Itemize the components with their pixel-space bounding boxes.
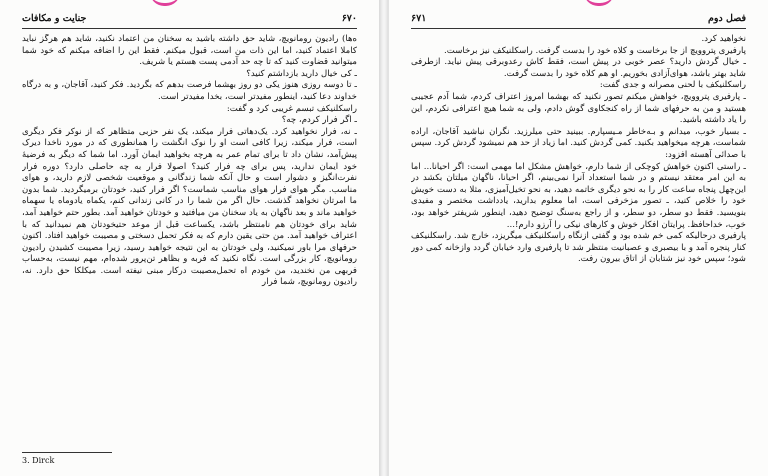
right-page-header xyxy=(411,12,746,29)
paragraph: پارفیری درحالیکه کمی خم شده بود و گفتی ازنگاه راسکلنیکف میگریزد، خارج شد. راسکلنیکف کنار پنجره آمد و با بیصبری و عصبانیت منتظر شد تا پارفیری وارد خیابان گردد وازخانه کمی دور شود؛ سپس خود نیز شتابان از اتاق بیرون رفت. xyxy=(411,231,746,265)
paragraph: ـ تا دوسه روزی هنوز یکی دو روز بهشما فرصت بدهم که بگردید. فکر کنید، آقاجان، و به درگاه خداوند دعا کنید، اینطور مفیدتر است، بخدا مفیدتر است. xyxy=(22,80,357,102)
paragraph: راسکلنیکف تبسم غریبی کرد و گفت: xyxy=(226,103,357,114)
left-page-header xyxy=(22,12,357,29)
paragraph: راسکلنیکف با لحنی مصرانه و جدی گفت: xyxy=(599,80,746,91)
right-page xyxy=(389,0,768,476)
paragraph: نخواهید کرد. xyxy=(701,34,746,44)
left-page xyxy=(0,0,379,476)
right-page-body xyxy=(411,34,746,470)
paragraph: ـ بسیار خوب، میدانم و بـه‌خاطر مـیسپارم. ببینید حتی میلرزید. نگران نباشید آقاجان، اراده شماست، هرچه میخواهید بکنید. کمی گردش کنید. اما زیاد از حد هم نمیشود گردش کرد. سپس با صدائی آهسته افزود: xyxy=(411,126,746,160)
pink-highlight-mark xyxy=(150,0,180,6)
paragraph: ـ پارفیری پتروویچ، خواهش میکنم تصور نکنید که بهشما امروز اعتراف کردم، شما آدم عجیبی هستید و من به حرفهای شما از راه کنجکاوی گوش دادم، ولی به شما هیچ اعترافی نکردم، این را یاد داشته باشید. xyxy=(411,91,746,126)
footnote-divider xyxy=(22,452,112,453)
paragraph: ـ کی خیال دارید بازداشتم کنید؟ xyxy=(246,68,357,79)
page-number: ۶۷۱ xyxy=(411,13,427,24)
paragraph: ـ اگر فرار کردم، چه؟ xyxy=(281,115,357,126)
book-gutter xyxy=(379,0,389,476)
paragraph: ه‌ها) رادیون رومانویچ، شاید حق داشته باشید به سخنان من اعتماد نکنید، شاید هم هرگز نباید کاملا اعتماد کنید، اما این ذات من است، قبول میکنم. فقط این را اضافه میکنم که خود شما میتوانید قضاوت کنید که تا چه حد آدمی پست هستم یا شریف. xyxy=(22,34,357,68)
running-title: جنایت و مکافات xyxy=(22,13,87,24)
left-page-body xyxy=(22,34,357,446)
running-title: فصل دوم xyxy=(708,13,746,24)
paragraph: ـ نه، فرار نخواهید کرد. یک‌دهاتی فرار میکند، یک نفر حزبی متظاهر که از نوکر فکر دیگری است، فرار میکند، زیرا کافی است او را نوک انگشت را همانطوری که در مورد ناخدا دیرک پیش‌آمد، نشان داد تا برای تمام عمر به هرچه بخواهید ایمان آورد. اما شما که دیگر به فرضیهٔ خود ایمان ندارید، پس برای چه فرار کنید؟ اصولا فرار به چه حاصلی دارد؟ دوره فرار نفرت‌انگیز و دشوار است و حال آنکه شما زندگانی و موقعیت شخصی لازم دارید، و هوای مناسب. مگر هوای فرار هوای مناسب شماست؟ اگر فرار کنید، خودتان برمیگردید. شما بدون ما امرتان نخواهد گذشت. حال اگر من شما را در کانی زندانی کنم، یکماه یادوماه یا سهماه خواهید ماند و بعد ناگهان به یاد سخنان من میافتید و خودتان خواهید آمد. بطور حتم خواهید آمد، شاید برای خودتان هم نامنتظر باشد، یکساعت قبل از موعد حتیخودتان هم نمیدانید که با اعتراف خواهید آمد. من حتی یقین دارم که به فکر تحمل دسختی و مصیبت خواهید افتاد. اکنون حرفهای مرا باور نمیکنید، ولی خودتان به این نتیجه خواهید رسید، زیرا مصیبت کشیدن رادیون رومانویچ، کار بزرگی است. نگاه نکنید که فربه و بظاهر تن‌پرور شده‌ام، مهم نیست، به‌حساب فربهی من نخندید، من خودم اه تحمل‌مصیبت درکار مبنی نیفته است. میکلکا حق دارد. نه، رادیون رومانویچ، شما فرار xyxy=(22,126,357,288)
paragraph: ـ خیال گردش دارید؟ عصر خوبی در پیش است، فقط کاش رعدوبرقی پیش نیاید. ازطرفی شاید بهتر باشد، هوای‌آزادی بخوریم. او هم کلاه خود را بدست گرفت. xyxy=(411,57,746,79)
page-number: ۶۷۰ xyxy=(341,13,357,24)
pink-highlight-mark xyxy=(584,0,614,6)
footnote: 3. Dirck xyxy=(22,456,55,465)
paragraph: ـ راستی اکنون خواهش کوچکی از شما دارم، خواهش مشکل اما مهمی است: اگر احیانا... اما به این امر معتقد نیستم و در شما استعداد آنرا نمی‌بینم، اگر احیانا، ناگهان میلتان بکشد در این‌چهل پنجاه ساعت کار را به نحو دیگری خاتمه دهید، به نحو تخیل‌آمیزی، مثلا به دست خویش خود را خلاص کنید، ـ تصور مزخرفی است، اما معلوم بدارید، یادداشت مختصر و مفیدی بنویسید. فقط دو سطر، دو سطر، و از راجع به‌سنگ توضیح دهید، اینطور شریفتر خواهد بود، خوب، خداحافظ. پرایتان افکار خوش و کارهای نیکی را آرزو دارم!... xyxy=(411,161,746,230)
paragraph: پارفیری پتروویچ از جا برخاست و کلاه خود را بدست گرفت. راسکلنیکف نیز برخاست. xyxy=(444,45,746,56)
